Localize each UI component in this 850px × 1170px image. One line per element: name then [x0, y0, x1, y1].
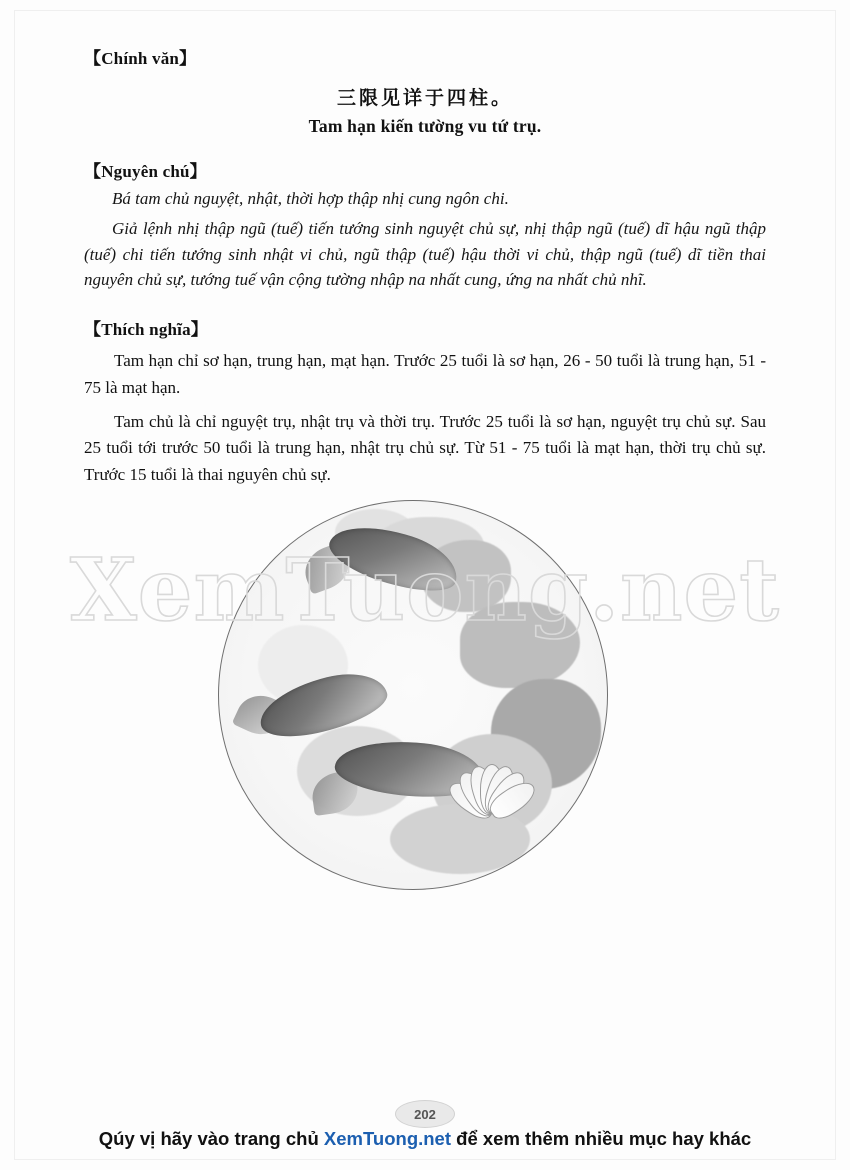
- illustration-artwork: [219, 501, 607, 889]
- lotus-flower: [436, 734, 546, 818]
- section-heading-nguyen-chu: 【Nguyên chú】: [84, 162, 207, 181]
- section-heading-thich-nghia: 【Thích nghĩa】: [84, 320, 208, 340]
- illustration-container: [218, 500, 608, 890]
- transliteration-line: Tam hạn kiến tường vu tứ trụ.: [308, 116, 542, 136]
- chinese-source-line: 三限见详于四柱。: [336, 87, 513, 109]
- nguyen-chu-paragraph-2: Giả lệnh nhị thập ngũ (tuế) tiến tướng sinh nguyệt chủ sự, nhị thập ngũ (tuế) dĩ hậu ngũ thập (tuế) chi tiến tướng sinh nhật vi chủ, ngũ thập (tuế) hậu thời vi chủ, thập ngũ (tuế) dĩ tiền thai nguyên chủ sự, tướng tuế vận cộng tường nhập na nhất cung, ứng na nhất chủ nhĩ.: [84, 218, 766, 290]
- page-content: [84, 44, 766, 488]
- cloud-shape: [460, 602, 580, 688]
- page-number: 202: [395, 1100, 455, 1128]
- koi-fish-lotus-circular-illustration: [218, 500, 608, 890]
- thich-nghia-paragraph-2: Tam chủ là chỉ nguyệt trụ, nhật trụ và thời trụ. Trước 25 tuổi là sơ hạn, nguyệt trụ chủ sự. Sau 25 tuổi tới trước 50 tuổi là trung hạn, nhật trụ chủ sự. Từ 51 - 75 tuổi là mạt hạn, thời trụ chủ sự. Trước 15 tuổi là thai nguyên chủ sự.: [84, 412, 766, 484]
- thich-nghia-paragraph-1: Tam hạn chỉ sơ hạn, trung hạn, mạt hạn. Trước 25 tuổi là sơ hạn, 26 - 50 tuổi là trung hạn, 51 - 75 là mạt hạn.: [84, 351, 766, 397]
- footer-promo: [0, 1128, 850, 1150]
- footer-text-after: để xem thêm nhiều mục hay khác: [451, 1128, 752, 1149]
- footer-brand-link[interactable]: XemTuong.net: [323, 1128, 452, 1149]
- nguyen-chu-paragraph-1: Bá tam chủ nguyệt, nhật, thời hợp thập nhị cung ngôn chi.: [112, 189, 509, 208]
- section-heading-chinh-van: 【Chính văn】: [84, 49, 197, 68]
- footer-text-before: Qúy vị hãy vào trang chủ: [98, 1128, 324, 1149]
